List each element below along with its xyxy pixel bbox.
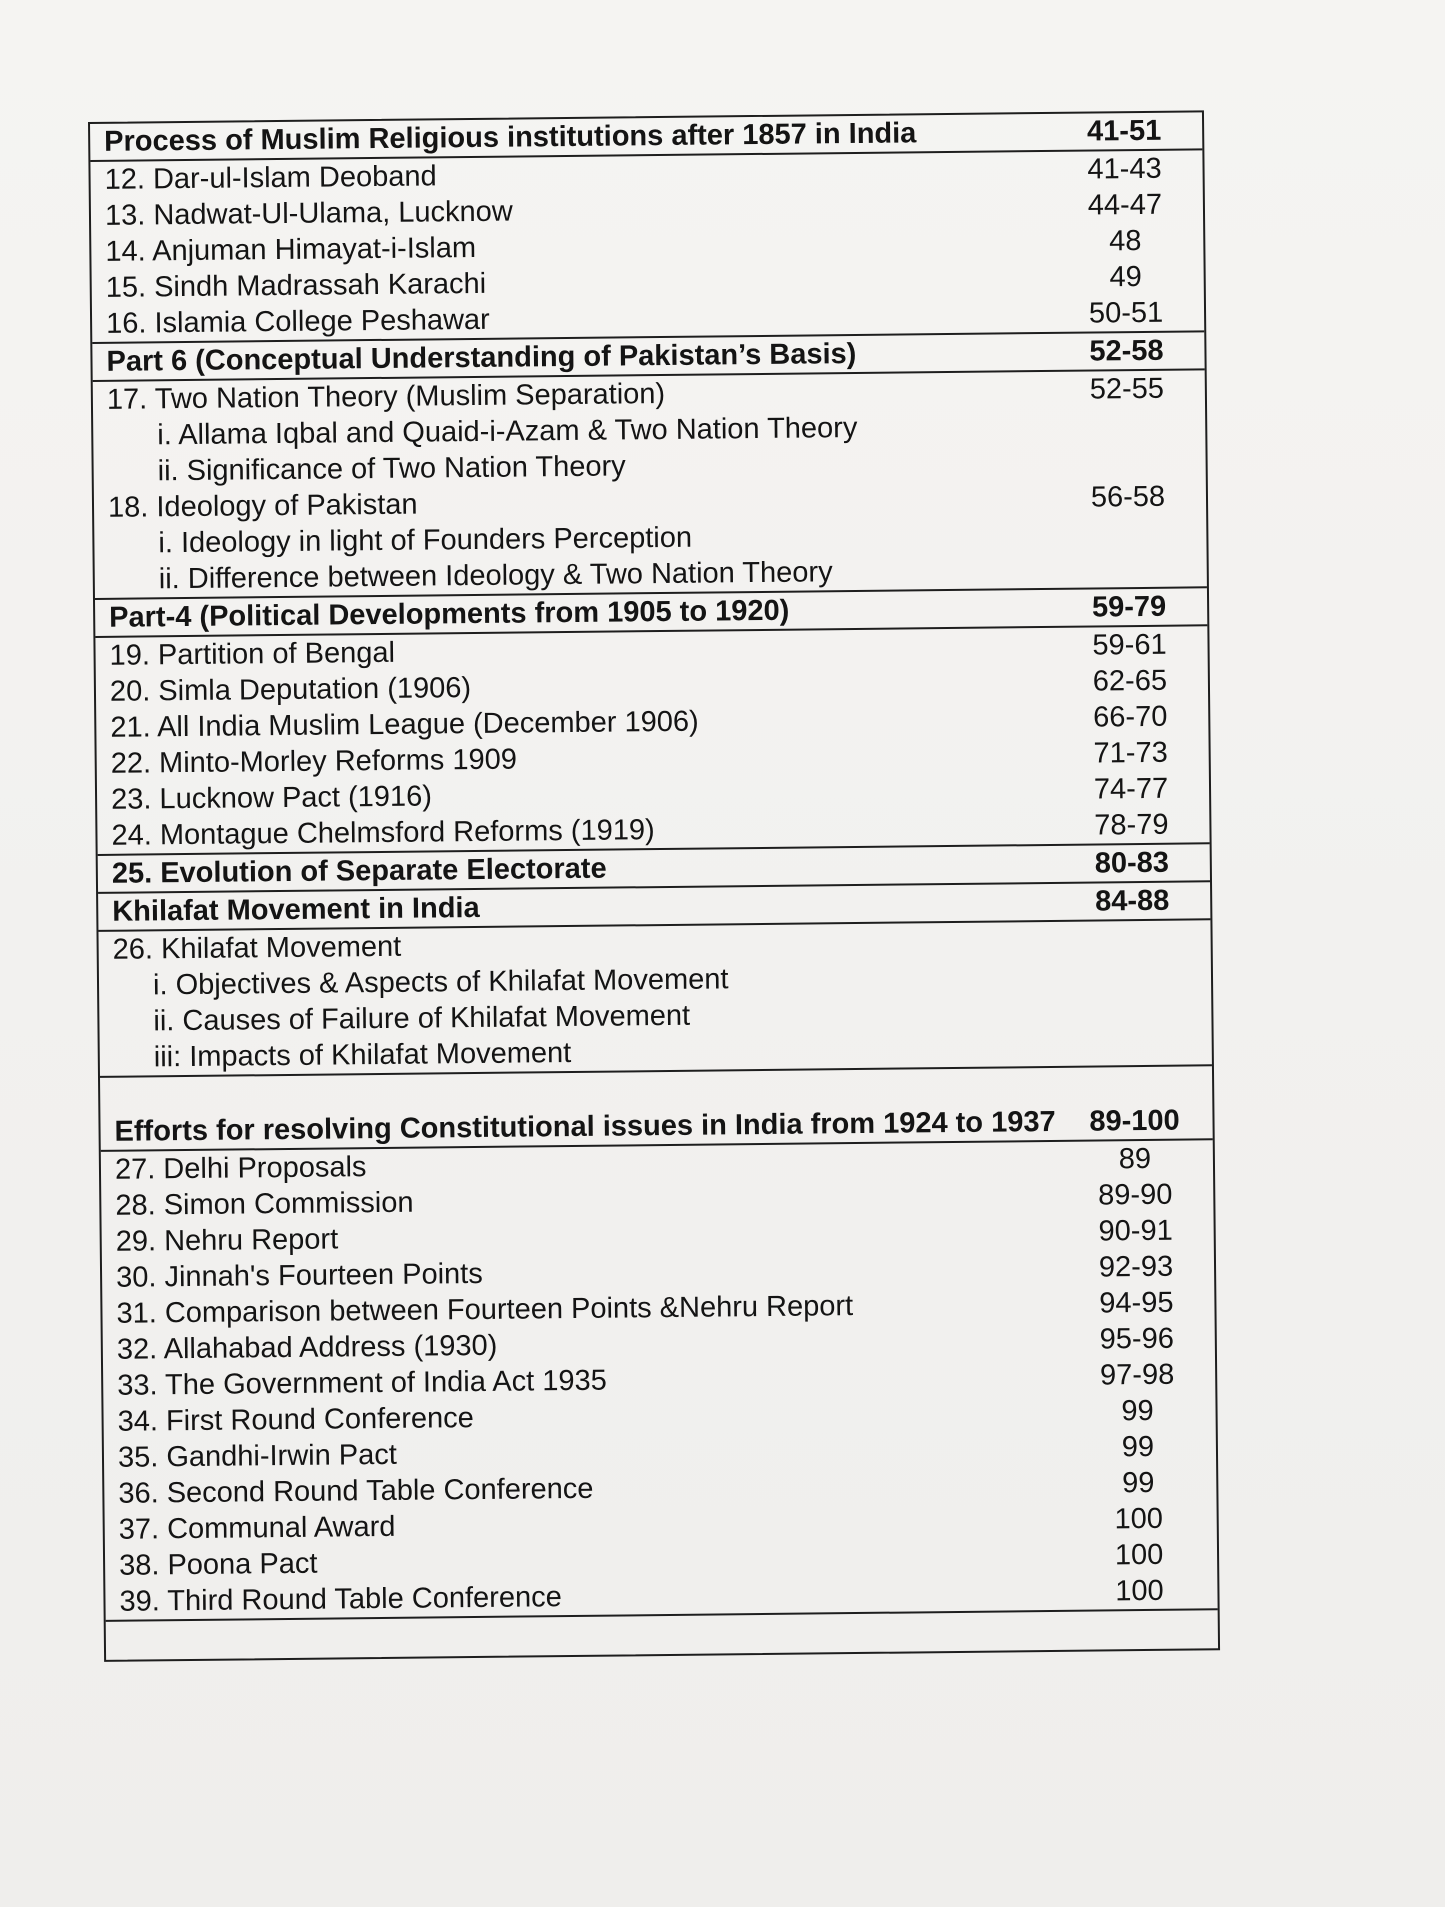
entry-title: 14. Anjuman Himayat-i-Islam: [105, 231, 477, 268]
section-title: 25. Evolution of Separate Electorate: [111, 852, 607, 890]
entry-title: 39. Third Round Table Conference: [119, 1581, 562, 1618]
entry-title: 26. Khilafat Movement: [112, 930, 402, 966]
section-pages: 59-79: [1091, 590, 1167, 624]
entry-title: ii. Significance of Two Nation Theory: [157, 450, 626, 488]
entry-title: 28. Simon Commission: [115, 1186, 414, 1222]
entry-pages: 41-43: [1087, 152, 1162, 186]
entry-title: 15. Sindh Madrassah Karachi: [105, 267, 487, 304]
entry-pages: 66-70: [1093, 700, 1168, 734]
section-pages: 52-58: [1089, 334, 1164, 368]
entry-pages: 100: [1114, 1502, 1164, 1536]
entry-title: 18. Ideology of Pakistan: [107, 488, 418, 524]
section-title: Part-4 (Political Developments from 1905 to 1920): [109, 594, 790, 634]
section-pages: 89-100: [1089, 1104, 1180, 1138]
entry-pages: 99: [1122, 1466, 1155, 1500]
section-pages: 84-88: [1094, 884, 1170, 918]
entry-title: 19. Partition of Bengal: [109, 636, 396, 672]
entry-title: 21. All India Muslim League (December 1906): [110, 705, 699, 744]
entry-title: 27. Delhi Proposals: [114, 1151, 367, 1186]
entry-pages: 94-95: [1099, 1286, 1174, 1320]
entry-pages: 97-98: [1099, 1358, 1175, 1392]
entry-title: 16. Islamia College Peshawar: [105, 303, 490, 340]
entry-title: 35. Gandhi-Irwin Pact: [117, 1438, 398, 1474]
entry-title: 33. The Government of India Act 1935: [117, 1364, 607, 1402]
table-of-contents: [88, 110, 1220, 1662]
entry-pages: 78-79: [1094, 808, 1169, 842]
entry-pages: 52-55: [1089, 372, 1165, 406]
entry-pages: 99: [1121, 1430, 1155, 1464]
entry-pages: 92-93: [1098, 1250, 1174, 1284]
entry-title: 17. Two Nation Theory (Muslim Separation): [106, 377, 666, 416]
entry-pages: 89-90: [1098, 1178, 1173, 1212]
section-title: Efforts for resolving Constitutional issues in India from 1924 to 1937: [114, 1105, 1056, 1148]
entry-pages: 59-61: [1092, 628, 1167, 662]
entry-title: 36. Second Round Table Conference: [118, 1472, 594, 1510]
entry-pages: 48: [1108, 224, 1142, 258]
section-title: Part 6 (Conceptual Understanding of Pakistan’s Basis): [106, 337, 857, 378]
entry-title: 34. First Round Conference: [117, 1402, 475, 1438]
entry-title: 22. Minto-Morley Reforms 1909: [110, 743, 518, 780]
section-title: Process of Muslim Religious institutions after 1857 in India: [104, 117, 917, 158]
section-pages: 80-83: [1094, 846, 1170, 880]
entry-title: 29. Nehru Report: [115, 1223, 339, 1258]
entry-title: 24. Montague Chelmsford Reforms (1919): [111, 814, 655, 852]
entry-pages: 95-96: [1099, 1322, 1175, 1356]
section-title: Khilafat Movement in India: [112, 891, 480, 928]
entry-title: i. Ideology in light of Founders Perception: [158, 521, 693, 560]
entry-pages: 49: [1109, 260, 1142, 294]
entry-pages: 44-47: [1087, 188, 1163, 222]
entry-pages: 62-65: [1092, 664, 1168, 698]
entry-pages: 89: [1118, 1142, 1152, 1176]
entry-pages: 74-77: [1093, 772, 1169, 806]
entry-pages: 56-58: [1090, 480, 1166, 514]
entry-pages: 100: [1114, 1538, 1164, 1572]
entry-title: iii: Impacts of Khilafat Movement: [153, 1036, 572, 1074]
entry-pages: 100: [1115, 1574, 1164, 1608]
entry-title: 32. Allahabad Address (1930): [116, 1329, 498, 1366]
entry-title: ii. Causes of Failure of Khilafat Movement: [153, 999, 691, 1038]
entry-title: 30. Jinnah's Fourteen Points: [115, 1257, 483, 1294]
entry-title: 20. Simla Deputation (1906): [109, 672, 472, 708]
entry-title: ii. Difference between Ideology & Two Nation Theory: [158, 556, 833, 596]
entry-pages: 71-73: [1093, 736, 1168, 770]
entry-title: 23. Lucknow Pact (1916): [110, 780, 433, 816]
entry-pages: 90-91: [1098, 1214, 1173, 1248]
entry-pages: 99: [1121, 1394, 1154, 1428]
section-pages: 41-51: [1086, 114, 1162, 148]
entry-title: 12. Dar-ul-Islam Deoband: [104, 160, 437, 196]
entry-title: i. Allama Iqbal and Quaid-i-Azam & Two Nation Theory: [157, 411, 858, 452]
entry-title: 13. Nadwat-Ul-Ulama, Lucknow: [104, 195, 513, 232]
entry-title: 31. Comparison between Fourteen Points &Nehru Report: [116, 1290, 854, 1330]
entry-title: 38. Poona Pact: [118, 1547, 318, 1582]
section-heading-row: [100, 1066, 1213, 1152]
entry-title: i. Objectives & Aspects of Khilafat Movement: [152, 963, 729, 1002]
entry-title: 37. Communal Award: [118, 1510, 396, 1546]
entry-pages: 50-51: [1088, 296, 1164, 330]
